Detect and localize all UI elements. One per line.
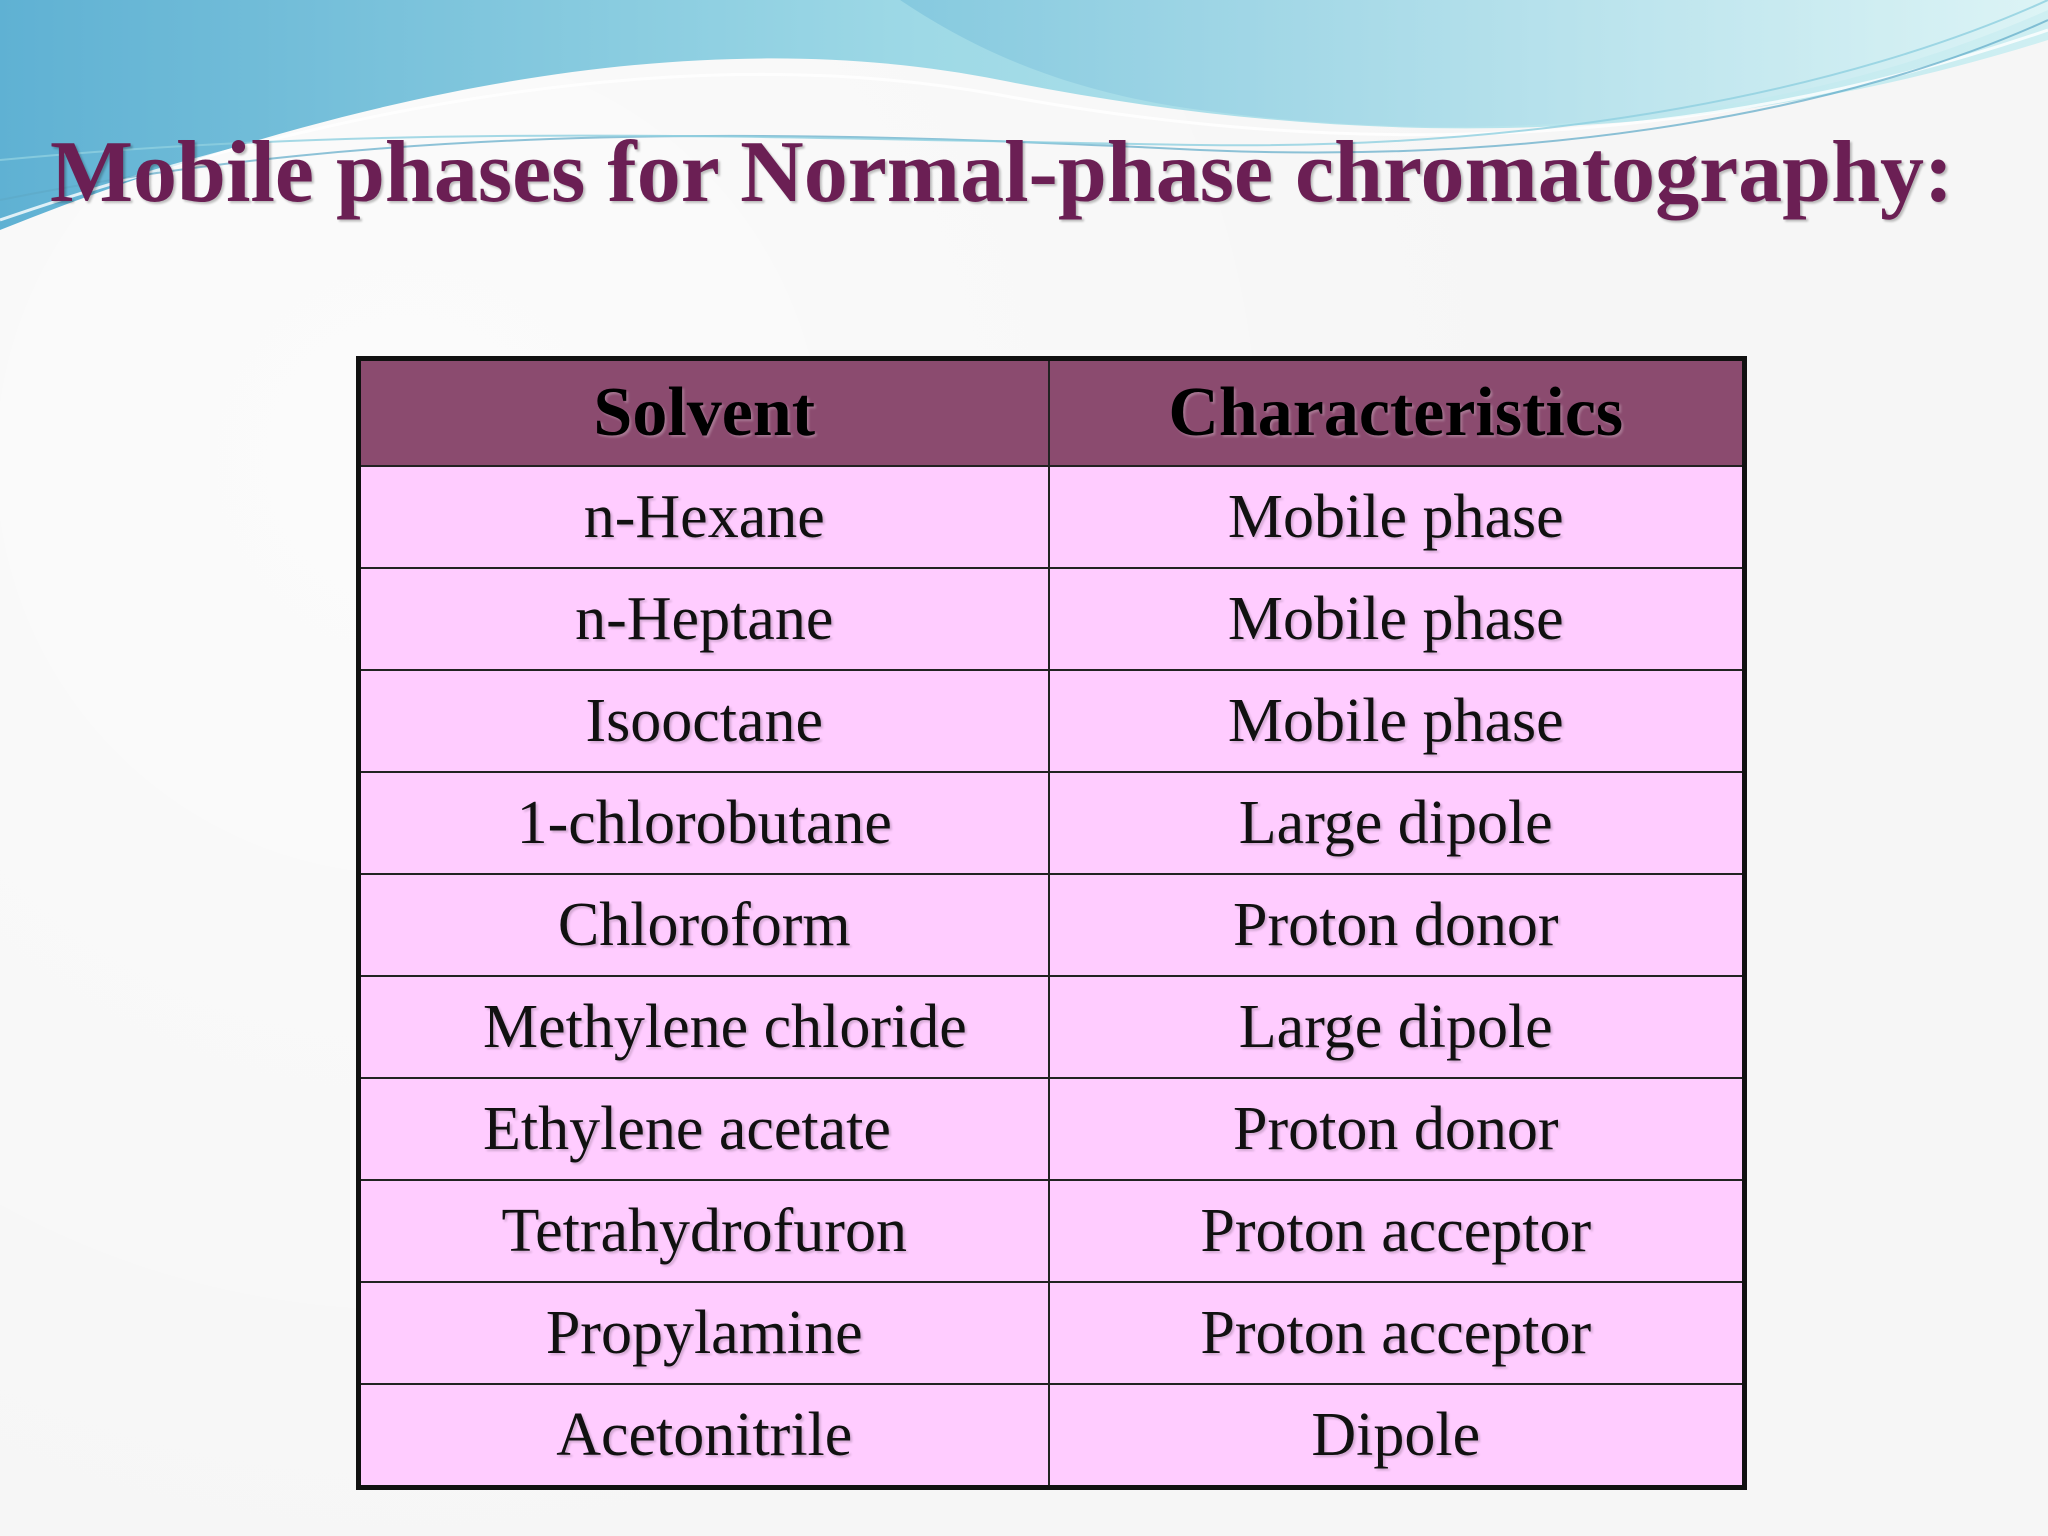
solvent-cell: Isooctane [359,670,1049,772]
characteristic-cell: Mobile phase [1049,568,1745,670]
table-row [359,1384,1745,1488]
table-row [359,1282,1745,1384]
table-row [359,976,1745,1078]
table-header-row [359,359,1745,467]
characteristic-cell: Large dipole [1049,772,1745,874]
header-solvent: Solvent [359,359,1049,467]
characteristic-cell: Mobile phase [1049,670,1745,772]
solvent-cell: n-Heptane [359,568,1049,670]
solvent-cell: Tetrahydrofuron [359,1180,1049,1282]
solvent-cell: Acetonitrile [359,1384,1049,1488]
solvent-cell: Ethylene acetate [359,1078,1049,1180]
header-characteristics: Characteristics [1049,359,1745,467]
table-row [359,1078,1745,1180]
table-row [359,466,1745,568]
characteristic-cell: Large dipole [1049,976,1745,1078]
slide-title: Mobile phases for Normal-phase chromatography: [50,124,1954,221]
solvent-cell: Propylamine [359,1282,1049,1384]
characteristic-cell: Proton acceptor [1049,1282,1745,1384]
table-row [359,772,1745,874]
table-row [359,568,1745,670]
table-row [359,1180,1745,1282]
characteristic-cell: Dipole [1049,1384,1745,1488]
table-row [359,874,1745,976]
solvent-cell: Methylene chloride [359,976,1049,1078]
characteristic-cell: Mobile phase [1049,466,1745,568]
solvent-cell: Chloroform [359,874,1049,976]
solvent-table-container [356,356,1742,1490]
characteristic-cell: Proton donor [1049,874,1745,976]
characteristic-cell: Proton donor [1049,1078,1745,1180]
solvent-table [356,356,1747,1490]
solvent-cell: 1-chlorobutane [359,772,1049,874]
table-row [359,670,1745,772]
characteristic-cell: Proton acceptor [1049,1180,1745,1282]
solvent-cell: n-Hexane [359,466,1049,568]
